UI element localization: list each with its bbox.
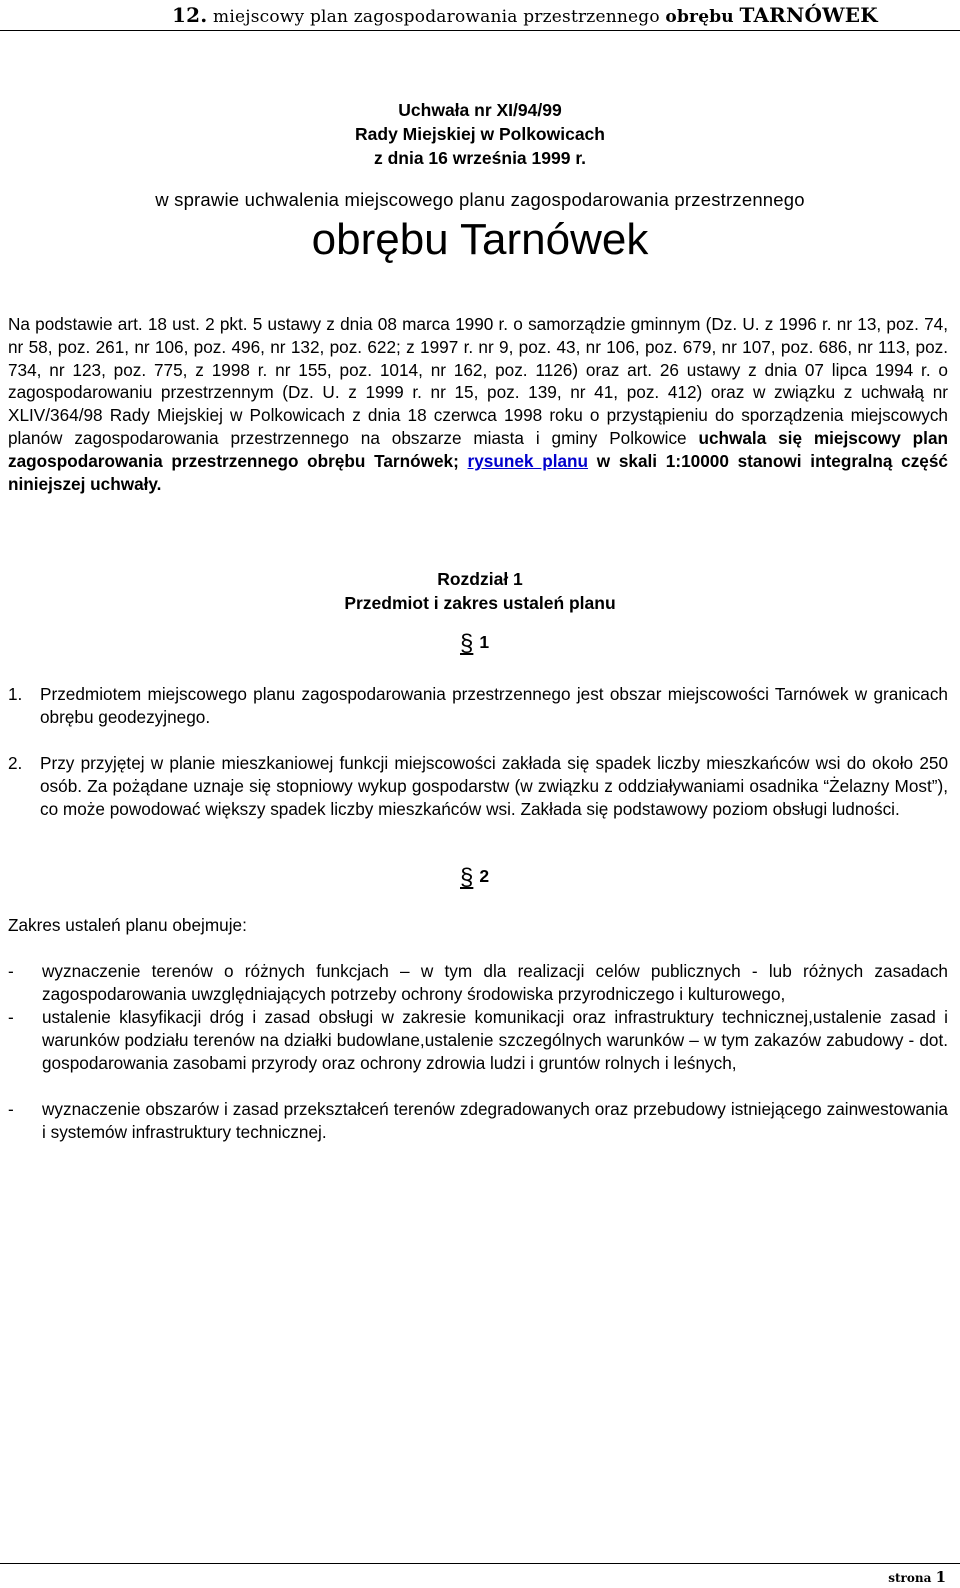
footer-label: strona <box>888 1571 932 1585</box>
item-text: wyznaczenie terenów o różnych funkcjach – w tym dla realizacji celów publicznych - lub różnych zasadach zagospodarowania uwzględniających potrzeby ochrony środowiska przyrodniczego i kulturowego, <box>42 961 948 1004</box>
resolution-number: Uchwała nr XI/94/99 <box>398 100 562 120</box>
item-dash: - <box>8 1007 14 1027</box>
header-bold-word: obrębu <box>665 7 734 27</box>
footer-divider <box>0 1563 960 1564</box>
chapter-title: Rozdział 1 <box>437 569 523 589</box>
plan-drawing-link[interactable]: rysunek planu <box>467 450 589 471</box>
resolution-title <box>0 98 960 170</box>
running-header <box>172 3 878 27</box>
list-item <box>8 752 948 820</box>
list-item <box>8 683 948 729</box>
item-number: 2. <box>8 753 23 773</box>
item-text: Przy przyjętej w planie mieszkaniowej funkcji miejscowości zakłada się spadek liczby mieszkańców wsi do około 250 osób. Za pożądane uznaje się stopniowy wykup gospodarstw (w związku z oddziaływaniami osadnika “Żelazny Most”), co może powodować większy spadek liczby mieszkańców wsi. Zakłada się podstawowy poziom obsługi ludności. <box>40 753 948 819</box>
section-1-heading <box>460 630 490 657</box>
resolution-subject-big: obrębu Tarnówek <box>311 215 649 264</box>
item-dash: - <box>8 1099 14 1119</box>
item-text: ustalenie klasyfikacji dróg i zasad obsługi w zakresie komunikacji oraz infrastruktury technicznej,ustalenie zasad i warunków podziału terenów na działki budowlane,ustalenie szczególnych warunków – w tym zakazów zabudowy - dot. gospodarowania zasobami przyrody oraz ochrony zdrowia ludzi i gruntów rolnych i leśnych, <box>42 1007 948 1073</box>
header-place: TARNÓWEK <box>739 3 878 27</box>
chapter-subtitle: Przedmiot i zakres ustaleń planu <box>344 593 616 613</box>
section-sign: § <box>460 630 474 657</box>
item-text: wyznaczenie obszarów i zasad przekształceń terenów zdegradowanych oraz przebudowy istniejącego zainwestowania i systemów infrastruktury technicznej. <box>42 1099 948 1142</box>
page-footer <box>888 1568 946 1586</box>
list-item <box>8 1098 948 1144</box>
preamble-text: Na podstawie art. 18 ust. 2 pkt. 5 ustawy z dnia 08 marca 1990 r. o samorządzie gminnym (Dz. U. z 1996 r. nr 13, poz. 74, nr 58, poz. 261, nr 106, poz. 496, nr 132, poz. 622; z 1997 r. nr 9, poz. 43, nr 106, poz. 679, nr 107, poz. 686, nr 113, poz. 734, nr 123, poz. 775, z 1998 r. nr 155, poz. 1014, nr 162, poz. 1126) oraz art. 26 ustawy z dnia 07 lipca 1994 r. o zagospodarowaniu przestrzennym (Dz. U. z 1999 r. nr 15, poz. 139, nr 41, poz. 412) oraz w związku z uchwałą nr XLIV/364/98 Rady Miejskiej w Polkowicach z dnia 18 czerwca 1998 roku o przystąpieniu do sporządzenia miejscowych planów zagospodarowania przestrzennego na obszarze miasta i gminy Polkowice <box>8 314 948 448</box>
resolution-council: Rady Miejskiej w Polkowicach <box>355 124 605 144</box>
header-number: 12. <box>172 3 208 27</box>
header-divider <box>0 30 960 31</box>
section-sign: § <box>460 864 474 891</box>
chapter-heading <box>0 567 960 615</box>
resolution-subject: w sprawie uchwalenia miejscowego planu zagospodarowania przestrzennego <box>155 189 805 210</box>
preamble-bold-1: uchwala się miejscowy plan zagospodarowania przestrzennego obrębu Tarnówek; <box>8 427 948 471</box>
preamble-bold-2: w skali 1:10000 stanowi integralną część niniejszej uchwały. <box>8 450 948 494</box>
header-text: miejscowy plan zagospodarowania przestrzennego <box>213 7 660 27</box>
section-number: 1 <box>479 632 490 652</box>
item-dash: - <box>8 961 14 981</box>
item-text: Przedmiotem miejscowego planu zagospodarowania przestrzennego jest obszar miejscowości Tarnówek w granicach obrębu geodezyjnego. <box>40 684 948 727</box>
list-item <box>8 960 948 1006</box>
page-header <box>0 0 960 42</box>
page-number: 1 <box>935 1568 946 1586</box>
preamble <box>8 313 948 495</box>
scope-intro: Zakres ustaleń planu obejmuje: <box>8 915 247 935</box>
list-item <box>8 1006 948 1074</box>
resolution-date: z dnia 16 września 1999 r. <box>373 148 587 168</box>
section-number: 2 <box>479 866 490 886</box>
item-number: 1. <box>8 684 23 704</box>
section-2-heading <box>460 864 490 891</box>
